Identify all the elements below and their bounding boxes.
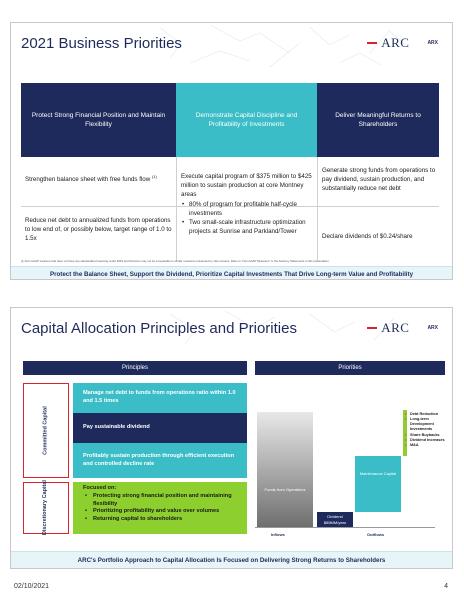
logo-red-bar [367, 327, 377, 329]
column-divider [176, 157, 177, 261]
discretionary-capital-text: Discretionary Capital [42, 480, 49, 536]
list-item: • Long-term Development Investments [405, 417, 449, 432]
principles-header: Principles [23, 361, 247, 375]
principle-production [73, 443, 247, 478]
logo-name: ARC [381, 320, 410, 335]
committed-capital-label [23, 383, 69, 478]
col3-row1-text: Generate strong funds from operations to pay dividend, sustain production, and substantially reduce net debt [322, 167, 436, 192]
footnote-marker: (1) [151, 174, 157, 179]
focused-list [83, 493, 237, 524]
maintenance-capital-bar [355, 456, 401, 512]
inflows-label: Inflows [271, 532, 285, 537]
col2-text [181, 173, 314, 237]
col1-row1-body: Strengthen balance sheet with free funds flow [25, 176, 151, 184]
list-item: • Protecting strong financial position and maintaining flexibility [93, 493, 237, 509]
bar-label: Maintenance Capital [359, 471, 397, 477]
principle-dividend [73, 413, 247, 443]
outflows-label: Outflows [367, 532, 385, 537]
list-item: • M&A [405, 443, 449, 448]
column-header-capital-discipline: Demonstrate Capital Discipline and Profitability of Investments [176, 83, 317, 157]
baseline [255, 527, 435, 528]
col2-bullets [181, 201, 314, 237]
col1-row1-text [25, 174, 170, 185]
page-number: 4 [444, 583, 448, 590]
focused-lead: Focused on: [83, 485, 117, 491]
principle-net-debt [73, 383, 247, 413]
principle-text: Profitably sustain production through efficient execution and controlled decline rate [83, 452, 235, 467]
priorities-header: Priorities [255, 361, 445, 375]
list-item: • Debt Reduction [405, 412, 449, 417]
principle-text: Pay sustainable dividend [83, 424, 150, 431]
list-item: • 80% of program for profitable half-cycle investments [189, 201, 314, 219]
ticker-label: ARX [427, 40, 438, 46]
principle-text: Manage net debt to funds from operations ratio within 1.0 and 1.5 times [83, 390, 236, 404]
col1-row2-text: Reduce net debt to annualized funds from operations to low end of, or possibly below, target range of 1.0 to 1.5x [25, 217, 172, 242]
slide-capital-allocation [10, 307, 453, 569]
column-divider [317, 157, 318, 261]
column-header-returns: Deliver Meaningful Returns to Shareholders [317, 83, 439, 157]
bar-label: Funds from Operations [264, 486, 306, 492]
company-logo [367, 320, 438, 336]
slide-title: 2021 Business Priorities [21, 35, 182, 52]
ticker-label: ARX [427, 325, 438, 331]
footnote: (1) Non-GAAP measure that does not have any standardized meaning under IFRS and therefore may not be comparable to similar measures presented by other issuers. Refer to "Non-GAAP Measures" in the Advisory Statements to this presentation. [21, 259, 330, 263]
slide-title: Capital Allocation Principles and Priorities [21, 320, 297, 337]
col2-intro: Execute capital program of $375 million to $425 million to sustain production at core Montney areas [181, 173, 312, 198]
committed-capital-text: Committed Capital [42, 406, 49, 455]
bottom-banner: Protect the Balance Sheet, Support the Dividend, Prioritize Capital Investments That Drive Long-term Value and Profitability [11, 266, 452, 280]
discretionary-uses-list [405, 412, 449, 448]
logo-name: ARC [381, 35, 410, 50]
bottom-banner: ARC's Portfolio Approach to Capital Allocation Is Focused on Delivering Strong Returns to Shareholders [11, 551, 452, 569]
column-header-financial: Protect Strong Financial Position and Maintain Flexibility [21, 83, 176, 157]
bar-label: Dividend $85MM/year [323, 514, 347, 525]
discretionary-capital-label [23, 482, 69, 534]
list-item: • Prioritizing profitability and value over volumes [93, 508, 237, 516]
page-date: 02/10/2021 [14, 583, 50, 590]
slide-business-priorities [10, 22, 453, 280]
col3-row2-text: Declare dividends of $0.24/share [322, 233, 413, 240]
funds-from-operations-bar [257, 412, 313, 527]
company-logo [367, 35, 438, 51]
dividend-bar [317, 512, 353, 527]
capital-waterfall-diagram [255, 380, 445, 540]
list-item: • Share Buybacks [405, 433, 449, 438]
list-item: • Returning capital to shareholders [93, 516, 237, 524]
list-item: • Dividend Increases [405, 438, 449, 443]
list-item: • Two small-scale infrastructure optimization projects at Sunrise and Parkland/Tower [189, 219, 314, 237]
principle-focused [73, 482, 247, 534]
logo-red-bar [367, 42, 377, 44]
